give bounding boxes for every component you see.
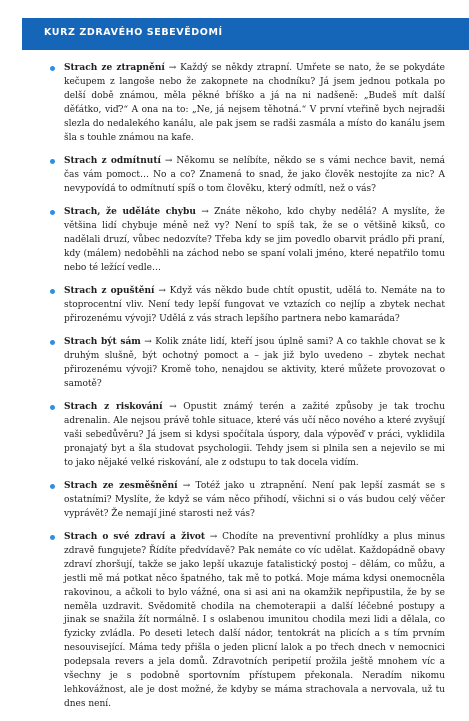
list-item xyxy=(47,336,445,392)
list-item xyxy=(47,531,445,712)
item-heading: Strach ze ztrapnění xyxy=(64,63,165,73)
item-text: → Opustit známý terén a zažité způsoby je tak trochu adrenalin. Ale nejsou právě tohle situace, které vás učí něco nového a které zvyšují vaši sebedůvěru? Já jsem si kdysi spočítala úspory, dala výpověď v práci, vyklidila pronajatý byt a šla studovat psychologii. Tehdy jsem si plnila sen a nejevilo se mi to jako nějaké velké riskování, ale z odstupu to tak docela vidím. xyxy=(64,401,445,468)
item-heading: Strach, že uděláte chybu xyxy=(64,206,196,217)
bullet-icon xyxy=(50,66,55,71)
article-body xyxy=(47,62,445,721)
item-text: → Chodíte na preventivní prohlídky a plus minus zdravě fungujete? Řídíte předvídavě? Pak nemáte co víc udělat. Každopádně obavy zdraví zhoršují, takže se jako lepší ukazuje fatalistický postoj – dělám, co můžu, a jestli mě má potkat něco špatného, tak mě to potká. Moje máma kdysi onemocněla rakovinou, a ačkoli to bylo vážné, ona si asi ani na okamžik nepřipustila, že by se neměla uzdravit. Svědomitě chodila na chemoterapii a další léčebné postupy a jinak se snažila žít normálně. I s oslabenou imunitou chodila mezi lidi a dělala, co fyzicky zvládla. Po deseti letech další nádor, tentokrát na plicích a s tím prvním nesouvisející. Máma tedy přišla o jeden plicní lalok a po třech dnech v nemocnici podepsala revers a jela domů. Zdravotních peripetií prožila ještě mnohem víc a všechny je s podobně sportovním přístupem překonala. Neradím nikomu lehkovážnost, ale je dost možné, že kdyby se máma strachovala a nervovala, už tu dnes není. xyxy=(64,532,445,709)
item-heading: Strach být sám xyxy=(64,336,141,347)
list-item xyxy=(47,285,445,327)
bullet-icon xyxy=(50,484,55,489)
bullet-icon xyxy=(50,289,55,294)
item-text: → Kolik znáte lidí, kteří jsou úplně sami? A co takhle chovat se k druhým slušně, být ochotný pomoct a – jak již bylo uvedeno – zbytek nechat přirozenému vývoji? Kromě toho, nenajdou se aktivity, které můžete provozovat o samotě? xyxy=(64,336,446,389)
list-item xyxy=(47,480,445,522)
item-text: → Někomu se nelíbíte, někdo se s vámi nechce bavit, nemá čas vám pomoct… No a co? Znamená to snad, že jako člověk nestojíte za nic? A nevypovídá to odmítnutí spíš o tom člověku, který odmítl, než o vás? xyxy=(64,155,445,194)
item-text: → Totéž jako u ztrapnění. Není pak lepší zasmát se s ostatními? Myslíte, že když se vám něco přihodí, všichni si o vás budou celý věčer vyprávět? Že nemají jiné starosti než vás? xyxy=(64,480,445,519)
bullet-icon xyxy=(50,210,55,215)
item-heading: Strach z opuštění xyxy=(64,285,155,296)
bullet-icon xyxy=(50,340,55,345)
bullet-icon xyxy=(50,159,55,164)
bullet-icon xyxy=(50,535,55,540)
list-item xyxy=(47,155,445,197)
item-text: → Znáte někoho, kdo chyby nedělá? A myslíte, že většina lidí chybuje méně než vy? Není to spíš tak, že se o většině kiksů, co nadělali druzí, vůbec nedozvíte? Třeba kdy se jim povedlo obarvit prádlo při praní, kdy (málem) nedoběhli na záchod nebo se spaní volali jméno, které nepatřilo tomu nebo té ležící vedle… xyxy=(64,206,445,273)
item-heading: Strach o své zdraví a život xyxy=(64,532,205,543)
item-heading: Strach z riskování xyxy=(64,401,163,412)
section-title: KURZ ZDRAVÉHO SEBEVĚDOMÍ xyxy=(44,27,223,38)
item-text: → Každý se někdy ztrapní. Umřete se nato, že se pokydáte kečupem z langoše nebo že zakopnete na chodníku? Já jsem jednou potkala po delší době známou, měla pěkné bříško a já na ni nadšeně: „Budeš mít další děťátko, viď?“ A ona na to: „Ne, já nejsem těhotná.“ V první vteřině bych nejradši slezla do nedalekého kanálu, ale pak jsem se radši zasmála a místo do kanálu jsem šla s touhle známou na kafe. xyxy=(64,63,445,143)
item-heading: Strach ze zesměšnění xyxy=(64,480,178,491)
item-heading: Strach z odmítnutí xyxy=(64,155,161,166)
list-item xyxy=(47,62,445,145)
bullet-icon xyxy=(50,405,55,410)
list-item xyxy=(47,401,445,471)
list-item xyxy=(47,206,445,276)
item-text: → Když vás někdo bude chtít opustit, udělá to. Nemáte na to stoprocentní vliv. Není tedy lepší fungovat ve vztazích co nejlíp a zbytek nechat přirozenému vývoji? Udělá z vás strach lepšího partnera nebo kamaráda? xyxy=(64,285,445,324)
